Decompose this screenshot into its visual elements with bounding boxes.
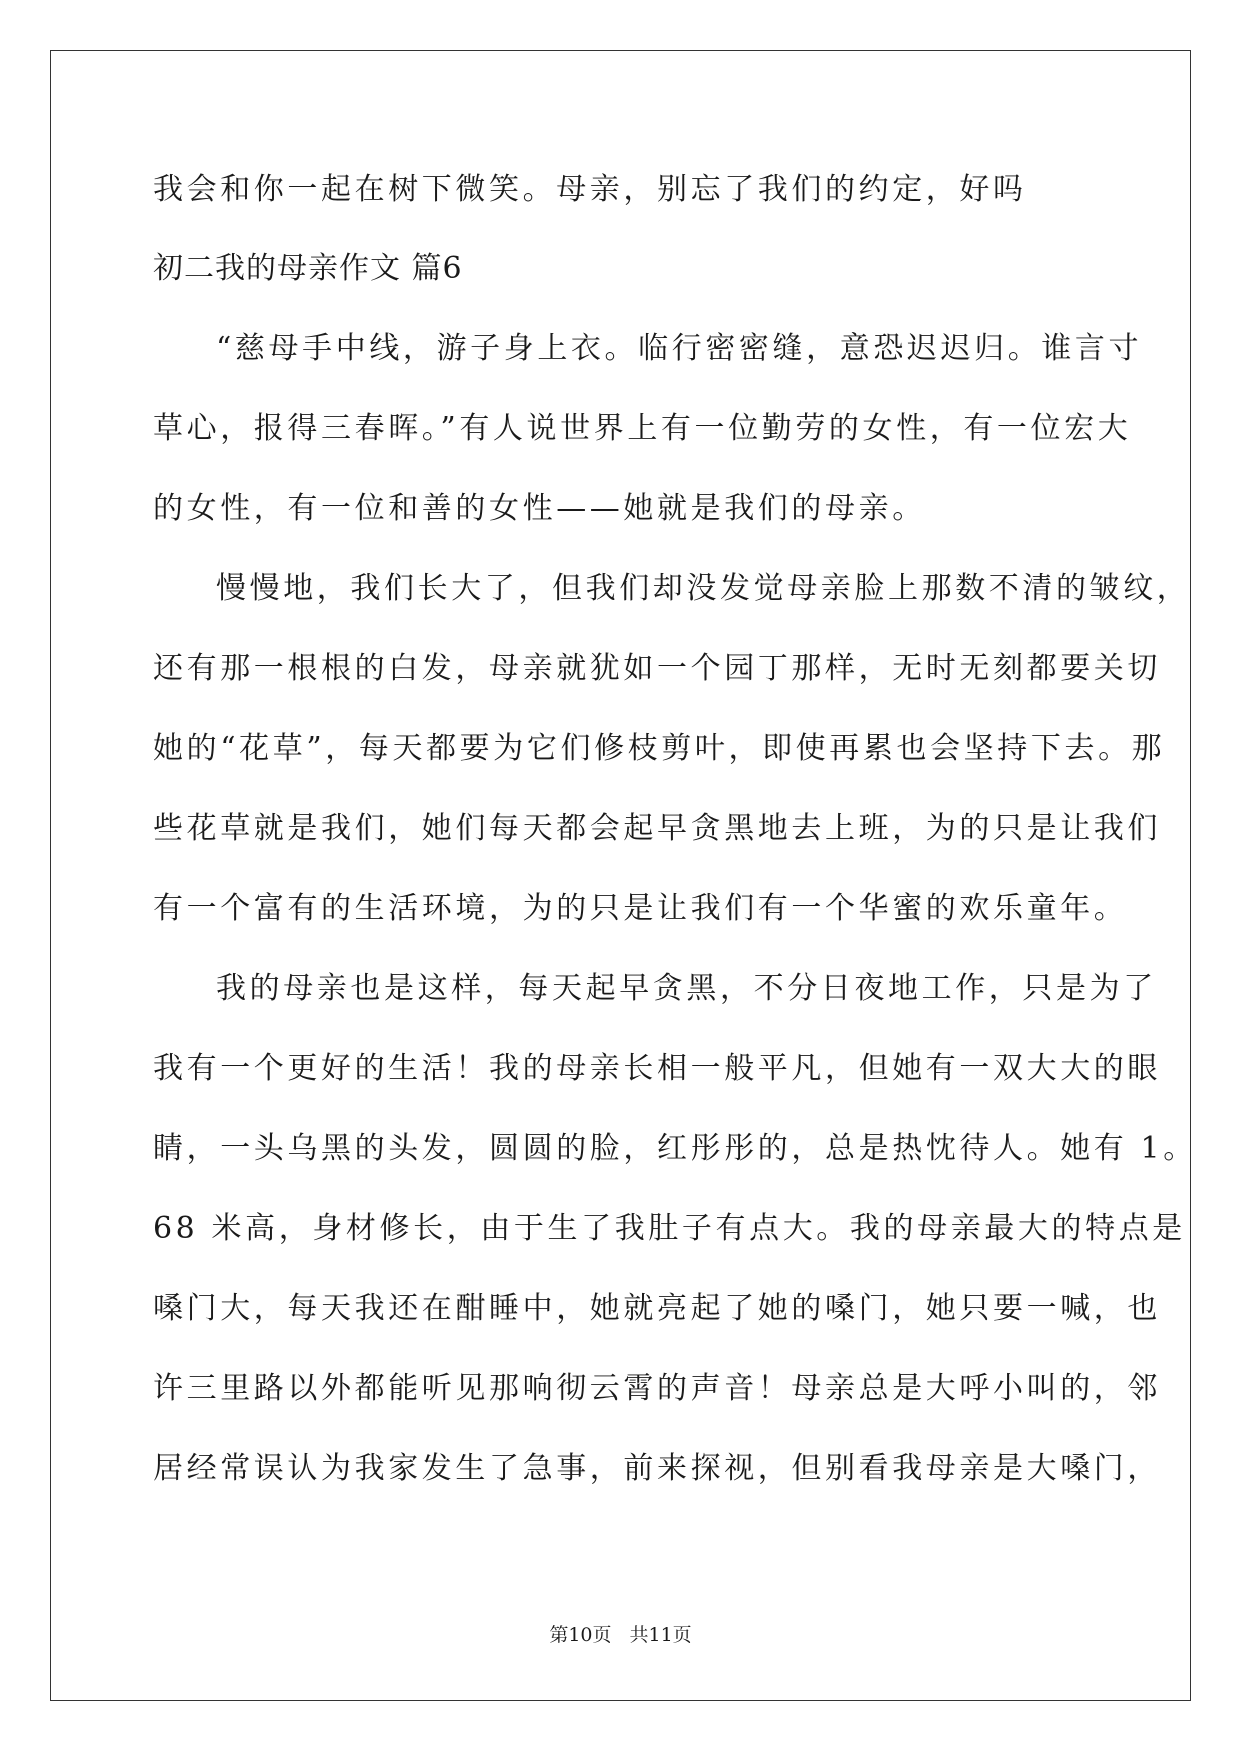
paragraph-2-line-5: 有一个富有的生活环境，为的只是让我们有一个华蜜的欢乐童年。 [153,891,1128,926]
body-line-1: 我会和你一起在树下微笑。母亲，别忘了我们的约定，好吗 [153,172,1027,207]
paragraph-1-line-2: 草心，报得三春晖。”有人说世界上有一位勤劳的女性，有一位宏大 [153,411,1132,446]
paragraph-1-line-3: 的女性，有一位和善的女性——她就是我们的母亲。 [153,491,926,526]
paragraph-2-line-2: 还有那一根根的白发，母亲就犹如一个园丁那样，无时无刻都要关切 [153,651,1161,686]
page-footer [0,1623,1241,1647]
section-heading: 初二我的母亲作文 篇6 [153,251,463,286]
paragraph-3-line-4: 68 米高，身材修长，由于生了我肚子有点大。我的母亲最大的特点是 [153,1211,1186,1246]
paragraph-2-line-4: 些花草就是我们，她们每天都会起早贪黑地去上班，为的只是让我们 [153,811,1161,846]
paragraph-3-line-2: 我有一个更好的生活！我的母亲长相一般平凡，但她有一双大大的眼 [153,1051,1161,1086]
paragraph-3-line-5: 嗓门大，每天我还在酣睡中，她就亮起了她的嗓门，她只要一喊，也 [153,1291,1161,1326]
page-total: 共11页 [629,1624,692,1646]
paragraph-3-line-1: 我的母亲也是这样，每天起早贪黑，不分日夜地工作，只是为了 [216,971,1157,1006]
paragraph-1-line-1: “慈母手中线，游子身上衣。临行密密缝，意恐迟迟归。谁言寸 [216,331,1143,366]
paragraph-3-line-7: 居经常误认为我家发生了急事，前来探视，但别看我母亲是大嗓门， [153,1451,1161,1486]
paragraph-3-line-3: 睛，一头乌黑的头发，圆圆的脸，红彤彤的，总是热忱待人。她有 1。 [153,1131,1197,1166]
paragraph-2-line-3: 她的“花草”，每天都要为它们修枝剪叶，即使再累也会坚持下去。那 [153,731,1166,766]
paragraph-2-line-1: 慢慢地，我们长大了，但我们却没发觉母亲脸上那数不清的皱纹， [216,571,1191,606]
paragraph-3-line-6: 许三里路以外都能听见那响彻云霄的声音！母亲总是大呼小叫的，邻 [153,1371,1161,1406]
page-number: 第10页 [549,1624,612,1646]
